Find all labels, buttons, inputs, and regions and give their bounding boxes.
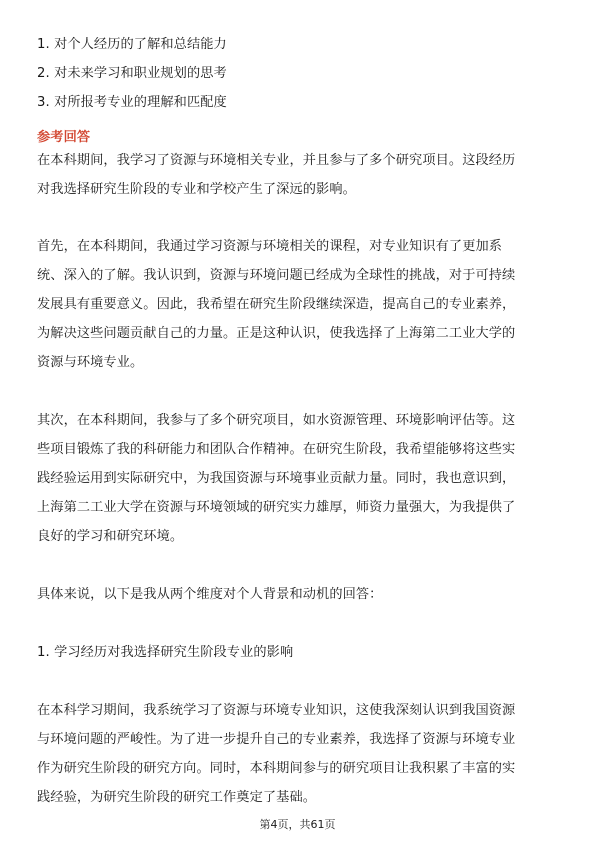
paragraph-line: 对我选择研究生阶段的专业和学校产生了深远的影响。	[37, 182, 356, 197]
paragraph-line: 作为研究生阶段的研究方向。同时，本科期间参与的研究项目让我积累了丰富的实	[37, 761, 516, 776]
intro-list-item: 3. 对所报考专业的理解和匹配度	[37, 95, 227, 110]
paragraph-line: 为解决这些问题贡献自己的力量。正是这种认识，使我选择了上海第二工业大学的	[37, 326, 516, 341]
paragraph-line: 践经验运用到实际研究中，为我国资源与环境事业贡献力量。同时，我也意识到，	[37, 471, 516, 486]
paragraph-line: 践经验，为研究生阶段的研究工作奠定了基础。	[37, 790, 317, 805]
intro-list-item: 2. 对未来学习和职业规划的思考	[37, 66, 227, 81]
intro-list-item: 1. 对个人经历的了解和总结能力	[37, 37, 227, 52]
paragraph-line: 上海第二工业大学在资源与环境领域的研究实力雄厚，师资力量强大，为我提供了	[37, 500, 516, 515]
subheading-line: 1. 学习经历对我选择研究生阶段专业的影响	[37, 645, 294, 660]
answer-heading: 参考回答	[37, 130, 91, 145]
page-number-footer: 第4页，共61页	[259, 818, 336, 831]
paragraph-line: 与环境问题的严峻性。为了进一步提升自己的专业素养，我选择了资源与环境专业	[37, 732, 516, 747]
paragraph-line: 良好的学习和研究环境。	[37, 529, 184, 544]
paragraph-line: 统、深入的了解。我认识到，资源与环境问题已经成为全球性的挑战，对于可持续	[37, 268, 516, 283]
paragraph-line: 首先，在本科期间，我通过学习资源与环境相关的课程，对专业知识有了更加系	[37, 239, 503, 254]
paragraph-line: 其次，在本科期间，我参与了多个研究项目，如水资源管理、环境影响评估等。这	[37, 413, 516, 428]
paragraph-line: 资源与环境专业。	[37, 355, 144, 370]
paragraph-line: 些项目锻炼了我的科研能力和团队合作精神。在研究生阶段，我希望能够将这些实	[37, 442, 516, 457]
paragraph-line: 发展具有重要意义。因此，我希望在研究生阶段继续深造，提高自己的专业素养，	[37, 297, 516, 312]
paragraph-line: 在本科学习期间，我系统学习了资源与环境专业知识，这使我深刻认识到我国资源	[37, 703, 516, 718]
paragraph-line: 在本科期间，我学习了资源与环境相关专业，并且参与了多个研究项目。这段经历	[37, 153, 516, 168]
paragraph-line: 具体来说，以下是我从两个维度对个人背景和动机的回答：	[37, 587, 383, 602]
